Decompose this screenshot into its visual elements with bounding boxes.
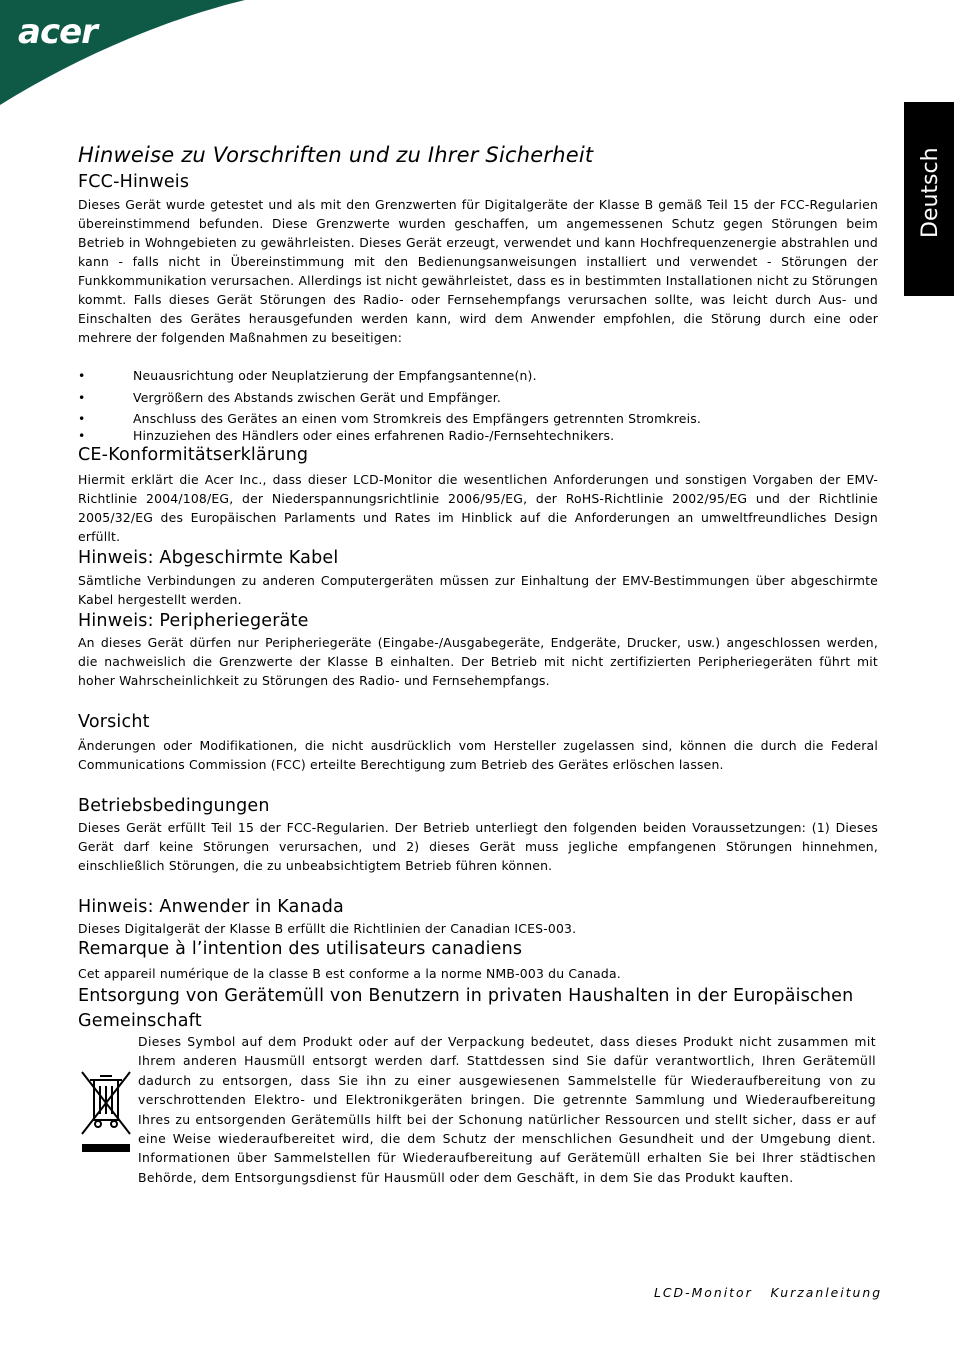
- canada-text: Dieses Digitalgerät der Klasse B erfüllt die Richtlinien der Canadian ICES-003.: [78, 921, 577, 936]
- ce-text: Hiermit erklärt die Acer Inc., dass dieser LCD-Monitor die wesentlichen Anforderungen und sonstigen Vorgaben der EMV-Richtlinie 2004/108/EG, der Niederspannungsrichtlinie 2006/95/EG, der RoHS-Richtlinie 2002/95/EG und der Richtlinie 2005/32/EG des Europäischen Parlaments und Rates im Hinblick auf die Anforderungen an umweltfreundliches Design erfüllt.: [78, 472, 878, 544]
- caution-text: Änderungen oder Modifikationen, die nicht ausdrücklich vom Hersteller zugelassen sind, können die durch die Federal Communications Commission (FCC) erteilte Berechtigung zum Betrieb des Gerätes erlöschen lassen.: [78, 738, 878, 772]
- crossed-out-wheelie-bin-icon: [80, 1068, 132, 1156]
- language-tab: [904, 102, 954, 296]
- fcc-heading: FCC-Hinweis: [78, 172, 190, 192]
- footer-guide: Kurzanleitung: [770, 1285, 883, 1300]
- caution-heading: Vorsicht: [78, 712, 150, 732]
- list-item: • Anschluss des Gerätes an einen vom Stromkreis des Empfängers getrennten Stromkreis.: [78, 411, 878, 428]
- peripheral-text: An dieses Gerät dürfen nur Peripheriegeräte (Eingabe-/Ausgabegeräte, Endgeräte, Drucker, usw.) angeschlossen werden, die nachweislich die Grenzwerte der Klasse B einhalten. Der Betrieb mit nicht zertifizierten Peripheriegeräten führt mit hoher Wahrscheinlichkeit zu Störungen des Radio- und Fernsehempfangs.: [78, 635, 878, 688]
- operating-heading: Betriebsbedingungen: [78, 796, 270, 816]
- fcc-text: Dieses Gerät wurde getestet und als mit den Grenzwerten für Digitalgeräte der Klasse B gemäß Teil 15 der FCC-Regularien übereinstimmend befunden. Diese Grenzwerte wurden geschaffen, um angemessenen Schutz gegen Störungen beim Betrieb in Wohngebieten zu gewährleisten. Dieses Gerät erzeugt, verwendet und kann Hochfrequenzenergie abstrahlen und kann - falls nicht in Übereinstimmung mit den Bedienungsanweisungen installiert und verwendet - Störungen der Funkkommunikation verursachen. Allerdings ist nicht gewährleistet, dass es in bestimmten Installationen nicht zu Störungen kommt. Falls dieses Gerät Störungen des Radio- oder Fernsehempfangs verursachen sollte, was leicht durch Aus- und Einschalten des Gerätes herausgefunden werden kann, wird dem Anwender empfohlen, die Störung durch eine oder mehrere der folgenden Maßnahmen zu beseitigen:: [78, 197, 878, 345]
- peripheral-heading: Hinweis: Peripheriegeräte: [78, 611, 309, 631]
- disposal-text: Dieses Symbol auf dem Produkt oder auf der Verpackung bedeutet, dass dieses Produkt nicht zusammen mit Ihrem anderen Hausmüll entsorgt werden darf. Stattdessen sind Sie dafür verantwortlich, Ihren Gerätemüll dadurch zu entsorgen, dass Sie ihn zu einer ausgewiesenen Sammelstelle für Wiederaufbereitung von zu verschrottenden Elektro- und Elektronikgeräten bringen. Die getrennte Sammlung und Wiederaufbereitung Ihres zu entsorgenden Gerätemülls hilft bei der Schonung natürlicher Ressourcen und stellt sicher, dass er auf eine Weise wiederaufbereitet wird, die dem Schutz der menschlichen Gesundheit und der Umgebung dient. Informationen über Sammelstellen für Wiederaufbereitung auf Gerätemüll erhalten Sie bei Ihrer städtischen Behörde, dem Entsorgungsdienst für Hausmüll oder dem Geschäft, in dem Sie das Produkt kauften.: [138, 1034, 876, 1185]
- disposal-heading: Entsorgung von Gerätemüll von Benutzern in privaten Haushalten in der Europäischen Gemeinschaft: [78, 986, 854, 1031]
- ce-heading: CE-Konformitätserklärung: [78, 445, 309, 465]
- canada-heading: Hinweis: Anwender in Kanada: [78, 897, 344, 917]
- page-footer: [654, 1285, 882, 1300]
- acer-logo: acer: [18, 12, 97, 52]
- list-item: • Neuausrichtung oder Neuplatzierung der Empfangsantenne(n).: [78, 368, 878, 385]
- page-title: Hinweise zu Vorschriften und zu Ihrer Sicherheit: [78, 143, 594, 167]
- shielded-cable-heading: Hinweis: Abgeschirmte Kabel: [78, 548, 339, 568]
- fcc-bullet-list: [78, 368, 878, 444]
- operating-text: Dieses Gerät erfüllt Teil 15 der FCC-Regularien. Der Betrieb unterliegt den folgenden beiden Voraussetzungen: (1) Dieses Gerät darf keine Störungen verursachen, und 2) dieses Gerät muss jegliche empfangenen Störungen hinnehmen, einschließlich Störungen, die zu unbeabsichtigtem Betrieb führen können.: [78, 820, 878, 873]
- list-item: • Vergrößern des Abstands zwischen Gerät und Empfänger.: [78, 390, 878, 407]
- canada-fr-text: Cet appareil numérique de la classe B est conforme a la norme NMB-003 du Canada.: [78, 966, 621, 981]
- footer-product: LCD-Monitor: [654, 1285, 753, 1300]
- list-item: • Hinzuziehen des Händlers oder eines erfahrenen Radio-/Fernsehtechnikers.: [78, 428, 878, 445]
- canada-fr-heading: Remarque à l’intention des utilisateurs canadiens: [78, 939, 523, 959]
- shielded-cable-text: Sämtliche Verbindungen zu anderen Computergeräten müssen zur Einhaltung der EMV-Bestimmungen über abgeschirmte Kabel hergestellt werden.: [78, 573, 878, 607]
- language-tab-label: Deutsch: [918, 147, 943, 238]
